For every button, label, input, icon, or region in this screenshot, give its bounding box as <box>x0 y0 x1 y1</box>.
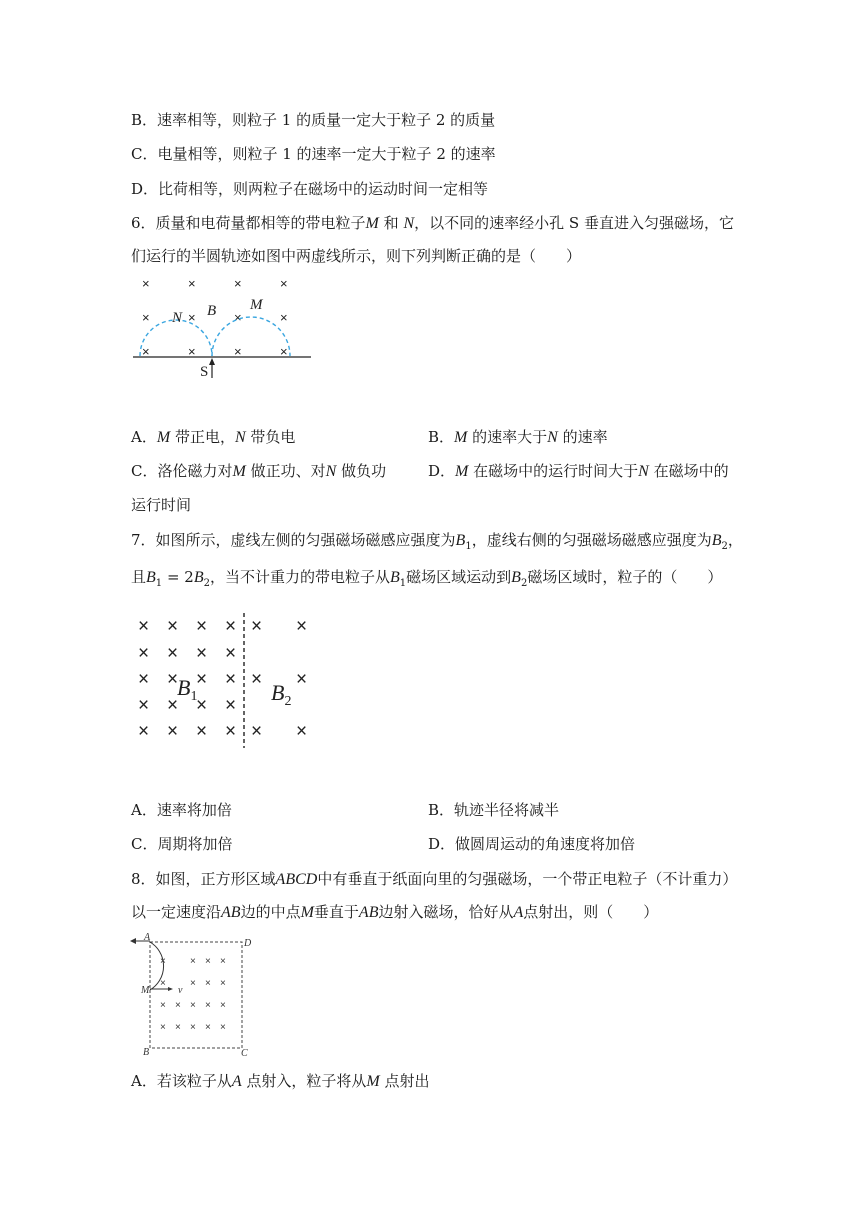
q7-cross: × <box>196 643 208 664</box>
q7-cross: × <box>167 643 179 664</box>
q7-cross: × <box>225 643 237 664</box>
q6-label-n: N <box>172 310 183 326</box>
q8-label-a: A <box>144 932 151 943</box>
q8-cross: × <box>160 1022 166 1033</box>
q6-stem-line1: 6．质量和电荷量都相等的带电粒子M 和 N，以不同的速率经小孔 S 垂直进入匀强磁场，它 <box>131 214 734 232</box>
q5-option-c: C．电量相等，则粒子 1 的速率一定大于粒子 2 的速率 <box>131 145 496 163</box>
q6-label-b: B <box>207 303 217 319</box>
q5-option-d: D．比荷相等，则两粒子在磁场中的运动时间一定相等 <box>131 180 489 198</box>
q8-cross: × <box>205 956 211 967</box>
q7-label-b1: $B_1$ <box>177 675 198 704</box>
q8-label-v: v <box>178 985 183 996</box>
q7-cross: × <box>138 643 150 664</box>
q8-cross: × <box>205 1000 211 1011</box>
q8-exit-arrowhead <box>130 938 136 944</box>
q7-cross: × <box>296 669 308 690</box>
q7-stem-line1: 7．如图所示，虚线左侧的匀强磁场磁感应强度为$B_1$，虚线右侧的匀强磁场磁感应强度为$B_2$， <box>131 531 743 552</box>
q7-cross: × <box>138 695 150 716</box>
q6-figure <box>125 270 325 385</box>
q8-cross: × <box>190 1022 196 1033</box>
q6-option-a: A．M 带正电，N 带负电 <box>131 428 296 446</box>
q8-cross: × <box>220 956 226 967</box>
q7-cross: × <box>167 721 179 742</box>
q8-cross: × <box>175 1000 181 1011</box>
q8-cross: × <box>205 978 211 989</box>
q7-cross: × <box>251 721 263 742</box>
q6-cross: × <box>280 310 288 325</box>
q7-cross: × <box>196 695 208 716</box>
q7-label-b2: $B_2$ <box>271 680 292 709</box>
q8-stem-line1: 8．如图，正方形区域ABCD中有垂直于纸面向里的匀强磁场，一个带正电粒子（不计重力） <box>131 870 738 888</box>
q6-cross: × <box>234 310 242 325</box>
q6-option-d-continuation: 运行时间 <box>131 496 192 514</box>
q8-cross: × <box>205 1022 211 1033</box>
q7-cross: × <box>138 616 150 637</box>
q7-option-a: A．速率将加倍 <box>131 801 232 819</box>
q7-cross: × <box>167 695 179 716</box>
q7-cross: × <box>251 669 263 690</box>
q6-stem-line2: 们运行的半圆轨迹如图中两虚线所示，则下列判断正确的是（ ） <box>131 247 582 265</box>
q7-cross: × <box>225 721 237 742</box>
q6-option-d: D．M 在磁场中的运行时间大于N 在磁场中的 <box>428 462 729 480</box>
q8-stem-line2: 以一定速度沿AB边的中点M垂直于AB边射入磁场，恰好从A点射出，则（ ） <box>131 903 659 921</box>
q8-cross: × <box>190 978 196 989</box>
q7-cross: × <box>196 721 208 742</box>
q6-cross: × <box>280 344 288 359</box>
q7-cross: × <box>167 616 179 637</box>
q8-figure <box>128 930 268 1060</box>
q8-label-d: D <box>244 938 252 949</box>
q6-cross: × <box>188 344 196 359</box>
q6-option-b: B．M 的速率大于N 的速率 <box>428 428 608 446</box>
q6-cross: × <box>142 310 150 325</box>
q6-cross: × <box>142 276 150 291</box>
q7-cross: × <box>251 616 263 637</box>
q6-label-s: S <box>200 364 209 380</box>
q6-cross: × <box>188 310 196 325</box>
q8-cross: × <box>220 978 226 989</box>
q8-cross: × <box>220 1000 226 1011</box>
q6-arrowhead <box>209 358 215 365</box>
q8-cross: × <box>175 1022 181 1033</box>
q7-cross: × <box>225 695 237 716</box>
q8-cross: × <box>160 956 166 967</box>
q7-cross: × <box>296 616 308 637</box>
q7-cross: × <box>296 721 308 742</box>
q6-cross: × <box>142 344 150 359</box>
q8-label-c: C <box>241 1048 248 1059</box>
q6-cross: × <box>234 276 242 291</box>
q8-cross: × <box>220 1022 226 1033</box>
q6-option-c: C．洛伦磁力对M 做正功、对N 做负功 <box>131 462 387 480</box>
q6-cross: × <box>280 276 288 291</box>
q8-velocity-arrowhead <box>168 987 173 991</box>
q7-option-b: B．轨迹半径将减半 <box>428 801 560 819</box>
q8-option-a: A．若该粒子从A 点射入，粒子将从M 点射出 <box>131 1072 430 1090</box>
q8-label-b: B <box>143 1047 150 1058</box>
q7-figure <box>130 605 330 755</box>
q7-cross: × <box>167 669 179 690</box>
q7-cross: × <box>196 669 208 690</box>
q7-stem-line2: 且$B_1 = 2B_2$，当不计重力的带电粒子从$B_1$磁场区域运动到$B_2$磁场区域时，粒子的（ ） <box>131 568 723 589</box>
q8-cross: × <box>160 1000 166 1011</box>
q6-trajectory-m <box>212 317 290 356</box>
q8-label-m: M <box>141 985 150 996</box>
q7-cross: × <box>225 669 237 690</box>
q8-cross: × <box>190 956 196 967</box>
q7-cross: × <box>196 616 208 637</box>
q7-cross: × <box>138 669 150 690</box>
q8-cross: × <box>190 1000 196 1011</box>
q7-cross: × <box>225 616 237 637</box>
q6-label-m: M <box>250 297 263 313</box>
q7-option-c: C．周期将加倍 <box>131 835 233 853</box>
q5-option-b: B．速率相等，则粒子 1 的质量一定大于粒子 2 的质量 <box>131 111 496 129</box>
q6-cross: × <box>234 344 242 359</box>
q8-cross: × <box>160 978 166 989</box>
q7-option-d: D．做圆周运动的角速度将加倍 <box>428 835 636 853</box>
q6-cross: × <box>188 276 196 291</box>
q7-cross: × <box>138 721 150 742</box>
